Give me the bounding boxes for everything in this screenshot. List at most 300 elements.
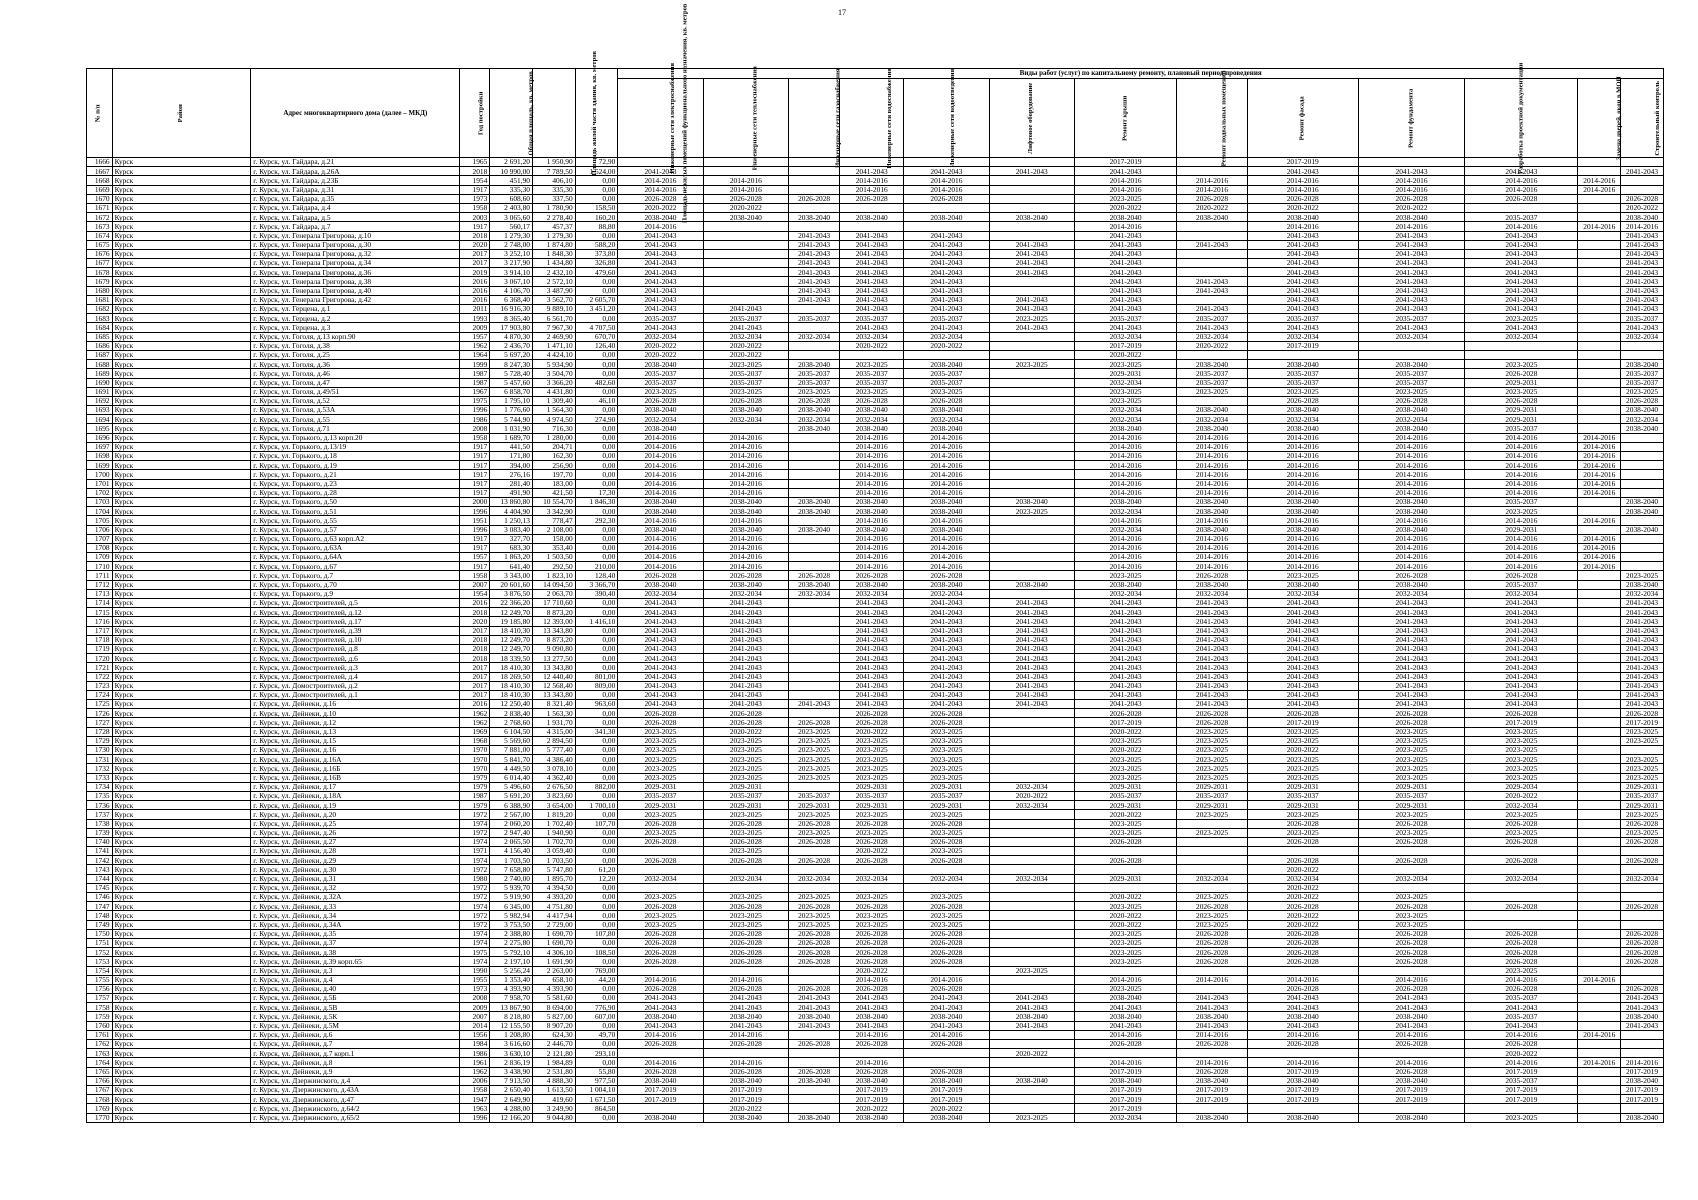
table-cell: 1917 (460, 479, 490, 488)
table-cell: 2041-2043 (1621, 1003, 1664, 1012)
header-work-type: Инженерные сети водоснабжения (840, 79, 904, 158)
table-cell: 2014-2016 (1177, 1058, 1247, 1067)
table-cell: 2014-2016 (1465, 553, 1578, 562)
table-cell: 2014-2016 (1578, 1030, 1621, 1039)
table-cell: г. Курск, ул. Дзержинского, д.4 (251, 1076, 460, 1085)
table-cell: 3 562,70 (532, 295, 575, 304)
table-cell: 2029-2031 (840, 801, 904, 810)
table-cell: 2038-2040 (1247, 497, 1358, 506)
table-cell: 1917 (460, 488, 490, 497)
table-cell: 4 393,90 (532, 984, 575, 993)
table-cell: г. Курск, ул. Дейнеки, д.19 (251, 801, 460, 810)
table-cell: 2014-2016 (618, 461, 703, 470)
table-cell: 2041-2043 (703, 305, 788, 314)
table-cell: 2014-2016 (1465, 479, 1578, 488)
table-cell (1578, 709, 1621, 718)
table-cell: 2026-2028 (789, 948, 840, 957)
table-cell: 2023-2025 (789, 387, 840, 396)
table-cell: 2038-2040 (1074, 213, 1176, 222)
table-cell: 3 217,90 (490, 259, 533, 268)
table-cell: Курск (112, 644, 251, 653)
table-cell: Курск (112, 893, 251, 902)
table-cell (789, 479, 840, 488)
table-cell: 2023-2025 (703, 360, 788, 369)
table-cell: г. Курск, ул. Дейнеки, д.38 (251, 948, 460, 957)
table-cell: 2041-2043 (1074, 167, 1176, 176)
table-cell: 18 339,50 (490, 654, 533, 663)
table-cell: 4 449,50 (490, 764, 533, 773)
table-cell: 2014-2016 (1074, 562, 1176, 571)
table-cell: 2041-2043 (904, 644, 989, 653)
table-row (87, 718, 1664, 727)
table-cell: 5 581,60 (532, 994, 575, 1003)
table-cell: 2014-2016 (1247, 442, 1358, 451)
table-row (87, 286, 1664, 295)
table-cell: Курск (112, 305, 251, 314)
table-cell: 1969 (460, 727, 490, 736)
table-cell: 2041-2043 (703, 626, 788, 635)
table-cell: 20 601,60 (490, 580, 533, 589)
table-cell: 5 697,20 (490, 350, 533, 359)
table-cell (1621, 1104, 1664, 1113)
table-cell: 2032-2034 (1358, 332, 1465, 341)
table-cell (989, 865, 1074, 874)
table-cell: г. Курск, ул. Гоголя, д.53А (251, 406, 460, 415)
table-cell: 2041-2043 (1358, 608, 1465, 617)
table-cell: 2023-2025 (1358, 727, 1465, 736)
table-cell: 2026-2028 (703, 948, 788, 957)
table-cell: 7 967,30 (532, 323, 575, 332)
table-cell: 2014-2016 (1177, 975, 1247, 984)
table-cell: 12 393,00 (532, 617, 575, 626)
table-cell: 6 858,70 (490, 387, 533, 396)
table-cell: 641,40 (490, 562, 533, 571)
table-cell: 482,60 (575, 378, 618, 387)
table-cell: 2029-2031 (1465, 406, 1578, 415)
table-cell: 8 218,80 (490, 1012, 533, 1021)
table-cell: 2041-2043 (1465, 617, 1578, 626)
table-cell: 2038-2040 (904, 525, 989, 534)
table-cell: 2020-2022 (904, 341, 989, 350)
table-cell: 2041-2043 (1074, 231, 1176, 240)
table-row (87, 681, 1664, 690)
table-cell: 2026-2028 (1621, 902, 1664, 911)
table-cell: 2017-2019 (1074, 341, 1176, 350)
table-cell: 2017-2019 (1074, 1104, 1176, 1113)
table-cell: 2029-2034 (1465, 782, 1578, 791)
table-cell: 2023-2025 (1465, 755, 1578, 764)
table-cell: 2041-2043 (1177, 1021, 1247, 1030)
table-cell: 2014-2016 (1074, 222, 1176, 231)
table-cell: 769,00 (575, 966, 618, 975)
table-cell: 2020-2022 (703, 727, 788, 736)
table-cell: 2041-2043 (618, 672, 703, 681)
table-cell: 1675 (87, 240, 113, 249)
table-cell: 1917 (460, 562, 490, 571)
table-cell: 2041-2043 (1247, 295, 1358, 304)
table-cell: 2032-2034 (840, 332, 904, 341)
table-cell: Курск (112, 764, 251, 773)
table-cell: 2023-2025 (1621, 727, 1664, 736)
table-cell: 2035-2037 (618, 791, 703, 800)
table-cell: 2023-2025 (1074, 957, 1176, 966)
table-cell: 2023-2025 (1621, 571, 1664, 580)
table-row (87, 736, 1664, 745)
table-cell: Курск (112, 341, 251, 350)
table-cell: 5 496,60 (490, 782, 533, 791)
table-cell: 2014-2016 (1358, 176, 1465, 185)
table-cell: г. Курск, ул. Дейнеки, д.26 (251, 828, 460, 837)
table-cell (703, 222, 788, 231)
table-cell: 2026-2028 (1358, 709, 1465, 718)
table-cell: 1670 (87, 194, 113, 203)
table-cell: 4 870,30 (490, 332, 533, 341)
table-cell: 0,00 (575, 433, 618, 442)
table-cell: 2023-2025 (1177, 893, 1247, 902)
table-cell (989, 709, 1074, 718)
table-cell: г. Курск, ул. Гоголя, д.13 корп.90 (251, 332, 460, 341)
table-cell (789, 203, 840, 212)
table-cell: 6 561,70 (532, 314, 575, 323)
table-cell: 2026-2028 (1621, 819, 1664, 828)
table-cell: г. Курск, ул. Генерала Григорова, д.42 (251, 295, 460, 304)
table-cell: 4 288,00 (490, 1104, 533, 1113)
table-cell (1578, 1067, 1621, 1076)
table-cell: 1686 (87, 341, 113, 350)
table-cell (840, 158, 904, 167)
table-cell: 2041-2043 (989, 635, 1074, 644)
table-cell: г. Курск, ул. Горького, д.51 (251, 507, 460, 516)
header-nonresidential-area: Площадь нежилых помещений функционального назначения, кв. метров (575, 69, 618, 158)
table-cell: 2017-2019 (1358, 1085, 1465, 1094)
table-cell: г. Курск, ул. Дейнеки, д.29 (251, 856, 460, 865)
table-cell: 2014-2016 (1247, 176, 1358, 185)
table-cell: 2029-2031 (1358, 801, 1465, 810)
table-cell: 2029-2031 (1074, 369, 1176, 378)
table-cell: 2009 (460, 323, 490, 332)
table-cell: Курск (112, 553, 251, 562)
table-cell: 1971 (460, 847, 490, 856)
table-cell: 2041-2043 (703, 1021, 788, 1030)
table-cell: 2032-2034 (789, 589, 840, 598)
table-cell: г. Курск, ул. Горького, д.50 (251, 497, 460, 506)
table-cell: 2026-2028 (1177, 957, 1247, 966)
table-cell: 2020-2022 (1074, 911, 1176, 920)
table-cell: 2038-2040 (1621, 507, 1664, 516)
table-cell: г. Курск, ул. Дейнеки, д.31 (251, 874, 460, 883)
table-cell: 2032-2034 (1074, 589, 1176, 598)
table-cell: 2023-2025 (1465, 764, 1578, 773)
table-cell: 2023-2025 (1247, 764, 1358, 773)
table-cell: Курск (112, 608, 251, 617)
table-cell (1621, 534, 1664, 543)
table-row (87, 957, 1664, 966)
table-cell: 1 700,10 (575, 801, 618, 810)
table-cell: 2 894,50 (532, 736, 575, 745)
table-cell: 2026-2028 (1465, 1040, 1578, 1049)
table-cell: 293,10 (575, 1049, 618, 1058)
table-cell (703, 268, 788, 277)
table-row (87, 672, 1664, 681)
table-cell: г. Курск, ул. Гайдара, д.7 (251, 222, 460, 231)
table-cell: 1743 (87, 865, 113, 874)
table-cell (789, 488, 840, 497)
table-cell: 2014-2016 (1465, 543, 1578, 552)
table-row (87, 1012, 1664, 1021)
table-cell: 2023-2025 (1247, 727, 1358, 736)
table-cell: 1756 (87, 984, 113, 993)
table-cell: 2041-2043 (1621, 654, 1664, 663)
table-cell: 2014-2016 (904, 562, 989, 571)
page-number: 17 (838, 8, 846, 17)
table-cell: 2041-2043 (789, 295, 840, 304)
table-cell: 2 446,70 (532, 1040, 575, 1049)
table-cell: 2035-2037 (1465, 1076, 1578, 1085)
table-cell: 2014-2016 (618, 433, 703, 442)
table-cell: 13 343,80 (532, 663, 575, 672)
table-row (87, 240, 1664, 249)
table-cell (789, 1030, 840, 1039)
table-cell: г. Курск, ул. Домостроителей, д.39 (251, 626, 460, 635)
table-cell (1358, 341, 1465, 350)
table-cell: Курск (112, 599, 251, 608)
table-cell (1578, 497, 1621, 506)
table-cell: 2014-2016 (703, 488, 788, 497)
table-cell: 2038-2040 (1247, 360, 1358, 369)
table-cell: 2020-2022 (1247, 746, 1358, 755)
table-cell: 2038-2040 (1358, 1012, 1465, 1021)
table-cell: 2041-2043 (989, 295, 1074, 304)
table-cell: 2038-2040 (1621, 360, 1664, 369)
table-cell: 2026-2028 (1621, 396, 1664, 405)
table-cell: г. Курск, ул. Генерала Григорова, д.32 (251, 249, 460, 258)
table-cell: 3 823,60 (532, 791, 575, 800)
table-cell: 2014-2016 (1247, 562, 1358, 571)
table-cell (904, 158, 989, 167)
table-cell: г. Курск, ул. Дейнеки, д.39 корп.65 (251, 957, 460, 966)
table-cell: 2038-2040 (1247, 424, 1358, 433)
table-cell: 2026-2028 (1465, 194, 1578, 203)
table-cell: 0,00 (575, 185, 618, 194)
table-cell: 5 982,94 (490, 911, 533, 920)
table-cell (1578, 727, 1621, 736)
table-cell: 8 907,20 (532, 1021, 575, 1030)
table-cell (1578, 378, 1621, 387)
table-cell (989, 424, 1074, 433)
table-cell: г. Курск, ул. Домостроителей, д.12 (251, 608, 460, 617)
table-cell: 670,70 (575, 332, 618, 341)
table-row (87, 396, 1664, 405)
table-cell: 2023-2025 (618, 387, 703, 396)
table-cell (789, 975, 840, 984)
table-row (87, 773, 1664, 782)
table-cell: 2041-2043 (1074, 626, 1176, 635)
table-row (87, 323, 1664, 332)
table-cell: 8 873,20 (532, 608, 575, 617)
table-cell: 1723 (87, 681, 113, 690)
table-cell: 2026-2028 (1465, 709, 1578, 718)
table-row (87, 158, 1664, 167)
table-row (87, 332, 1664, 341)
table-cell: 2014-2016 (840, 433, 904, 442)
table-cell: 2041-2043 (840, 672, 904, 681)
table-cell: 2041-2043 (789, 249, 840, 258)
table-cell: 2038-2040 (1177, 507, 1247, 516)
table-cell: 2041-2043 (1358, 654, 1465, 663)
table-cell: 2041-2043 (1247, 617, 1358, 626)
table-cell: Курск (112, 452, 251, 461)
table-row (87, 406, 1664, 415)
table-cell: 2035-2037 (618, 378, 703, 387)
table-cell: 2026-2028 (1247, 396, 1358, 405)
table-cell (1177, 966, 1247, 975)
table-cell: 5 939,70 (490, 883, 533, 892)
table-cell: 2032-2034 (618, 874, 703, 883)
table-cell: 2041-2043 (840, 644, 904, 653)
table-cell: 2041-2043 (1074, 323, 1176, 332)
table-cell: Курск (112, 516, 251, 525)
table-cell: 2041-2043 (1177, 663, 1247, 672)
table-cell: 2026-2028 (1177, 938, 1247, 947)
table-cell: 2041-2043 (840, 167, 904, 176)
table-cell: 2041-2043 (1621, 167, 1664, 176)
table-cell: г. Курск, ул. Гоголя, д.52 (251, 396, 460, 405)
table-cell (1465, 865, 1578, 874)
table-cell (989, 920, 1074, 929)
table-cell (1578, 249, 1621, 258)
table-cell: 2026-2028 (1074, 1040, 1176, 1049)
table-cell: 2014-2016 (1578, 176, 1621, 185)
table-cell: 1917 (460, 534, 490, 543)
table-cell: 1755 (87, 975, 113, 984)
table-cell: 2041-2043 (840, 690, 904, 699)
table-cell: 2026-2028 (789, 1067, 840, 1076)
table-cell: 2038-2040 (840, 1076, 904, 1085)
table-cell (1621, 1030, 1664, 1039)
header-work-type: Ремонт подвальных помещений (1177, 79, 1247, 158)
table-cell: г. Курск, ул. Герцена, д.2 (251, 314, 460, 323)
table-cell: 2038-2040 (1358, 580, 1465, 589)
table-cell: 2023-2025 (1247, 810, 1358, 819)
table-cell: 2014-2016 (840, 479, 904, 488)
table-cell: 4 431,80 (532, 387, 575, 396)
table-cell: 0,00 (575, 856, 618, 865)
table-cell: 4 393,90 (490, 984, 533, 993)
table-row (87, 883, 1664, 892)
table-cell: Курск (112, 626, 251, 635)
table-cell: 2023-2025 (1621, 810, 1664, 819)
table-cell: 1 250,13 (490, 516, 533, 525)
table-cell: 2014-2016 (1074, 516, 1176, 525)
table-cell: 2038-2040 (1621, 580, 1664, 589)
table-cell: 2041-2043 (904, 1021, 989, 1030)
table-cell: 2026-2028 (904, 957, 989, 966)
table-cell: 2026-2028 (703, 571, 788, 580)
table-cell (1578, 369, 1621, 378)
table-cell: Курск (112, 1113, 251, 1122)
table-cell (1621, 488, 1664, 497)
table-cell (989, 957, 1074, 966)
table-cell: 2041-2043 (1247, 1003, 1358, 1012)
table-cell: г. Курск, ул. Генерала Григорова, д.10 (251, 231, 460, 240)
table-cell: 2 065,50 (490, 837, 533, 846)
table-cell: 2041-2043 (618, 323, 703, 332)
table-cell: 2041-2043 (1247, 690, 1358, 699)
table-cell: 2026-2028 (618, 571, 703, 580)
table-cell: 2014-2016 (1465, 1030, 1578, 1039)
table-cell: 5 777,40 (532, 746, 575, 755)
table-cell: 2014-2016 (840, 442, 904, 451)
table-cell: 1710 (87, 562, 113, 571)
table-cell: 2023-2025 (1358, 773, 1465, 782)
table-cell: 2041-2043 (618, 654, 703, 663)
table-cell: 2023-2025 (703, 736, 788, 745)
table-cell (1177, 222, 1247, 231)
table-cell: 2014-2016 (1247, 185, 1358, 194)
table-cell: 0,00 (575, 461, 618, 470)
table-cell: 2041-2043 (618, 626, 703, 635)
table-cell: 1974 (460, 837, 490, 846)
table-cell (1465, 350, 1578, 359)
table-cell (989, 369, 1074, 378)
table-cell: 2023-2025 (703, 387, 788, 396)
table-cell: 2041-2043 (703, 700, 788, 709)
table-cell: 0,00 (575, 350, 618, 359)
table-cell: 1 691,90 (532, 957, 575, 966)
table-row (87, 1058, 1664, 1067)
table-cell (789, 323, 840, 332)
table-row (87, 1003, 1664, 1012)
table-cell (1578, 893, 1621, 902)
table-cell: 0,00 (575, 920, 618, 929)
table-cell: 2035-2037 (1358, 314, 1465, 323)
table-cell: 2014-2016 (1578, 433, 1621, 442)
table-cell: 2041-2043 (904, 268, 989, 277)
table-cell: 2032-2034 (989, 782, 1074, 791)
table-cell (989, 883, 1074, 892)
table-cell: 1688 (87, 360, 113, 369)
table-cell: 2014-2016 (1358, 479, 1465, 488)
table-cell: 2007 (460, 1012, 490, 1021)
table-cell (1578, 525, 1621, 534)
table-cell: 2023-2025 (789, 764, 840, 773)
table-cell: 2026-2028 (840, 957, 904, 966)
table-cell: 2038-2040 (1177, 1012, 1247, 1021)
table-cell: 1951 (460, 516, 490, 525)
table-cell: 2038-2040 (703, 525, 788, 534)
table-cell: г. Курск, ул. Гайдара, д.21 (251, 158, 460, 167)
table-cell: 1972 (460, 828, 490, 837)
table-cell: 1970 (460, 764, 490, 773)
header-work-type: Строительный контроль (1621, 79, 1664, 158)
table-cell: 4 888,30 (532, 1076, 575, 1085)
table-cell (1358, 1049, 1465, 1058)
table-cell: 2026-2028 (1621, 709, 1664, 718)
table-cell: 2038-2040 (989, 1076, 1074, 1085)
table-cell: г. Курск, ул. Дзержинского, д.43А (251, 1085, 460, 1094)
table-cell: 1967 (460, 387, 490, 396)
table-cell (1578, 1003, 1621, 1012)
table-cell: 2026-2028 (1074, 856, 1176, 865)
table-cell: 2020-2022 (904, 1104, 989, 1113)
table-cell (1247, 1104, 1358, 1113)
table-cell: 2017-2019 (1621, 1085, 1664, 1094)
table-row (87, 1021, 1664, 1030)
table-cell (1578, 681, 1621, 690)
table-cell: 2026-2028 (703, 856, 788, 865)
table-cell: 2035-2037 (1247, 378, 1358, 387)
table-cell (1578, 589, 1621, 598)
